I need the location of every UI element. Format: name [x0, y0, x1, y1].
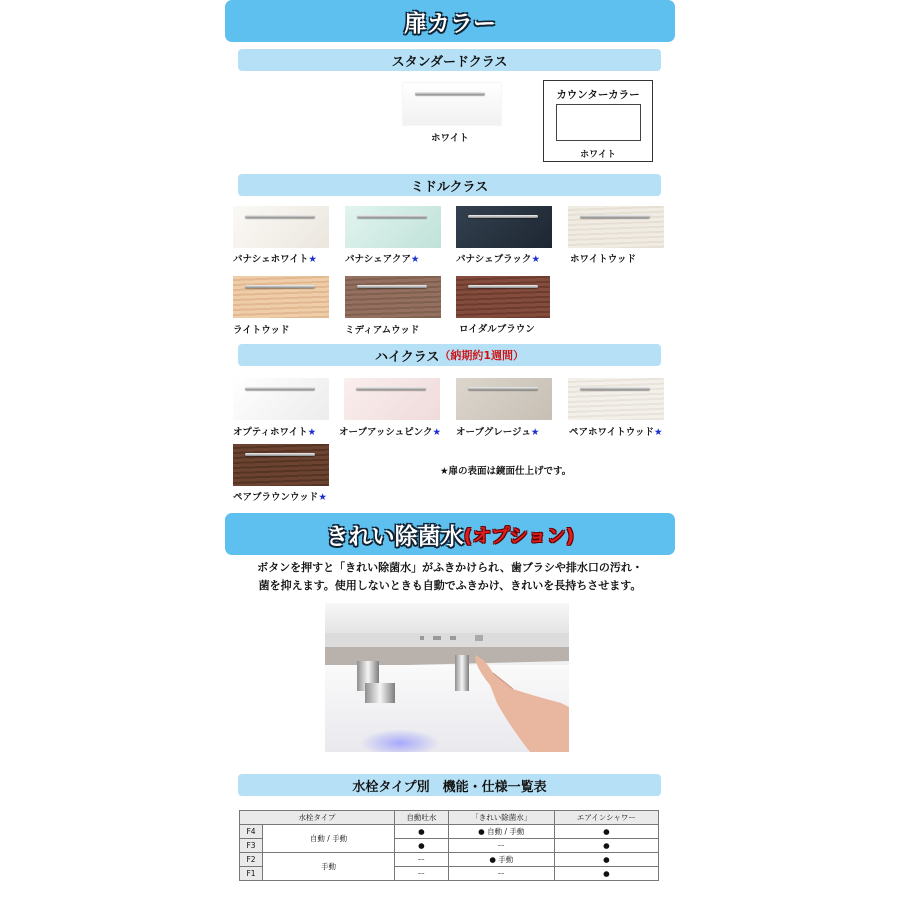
- column-header: 自動吐水: [395, 811, 449, 825]
- clean-water-banner: [225, 513, 675, 555]
- swatch-standard-white: [403, 83, 501, 125]
- air-shower-cell: ●: [554, 867, 658, 881]
- door-handle: [245, 387, 315, 390]
- operation-type: 自動 / 手動: [263, 825, 395, 853]
- swatch-label: [233, 424, 316, 438]
- clean-water-description: [225, 559, 675, 595]
- counter-color-label: ホワイト: [580, 150, 616, 160]
- spec-table-title: 水栓タイプ別 機能・仕様一覧表: [352, 779, 547, 795]
- swatch-royal-brown: [456, 276, 550, 318]
- faucet-code: F2: [240, 853, 263, 867]
- swatch-name: ミディアムウッド: [345, 325, 420, 336]
- swatch-name: ペアブラウンウッド: [233, 492, 319, 503]
- swatch-label: [345, 322, 419, 336]
- star-mark: ★: [307, 427, 317, 438]
- delivery-note: （納期約1週間）: [439, 349, 524, 362]
- middle-class-title: ミドルクラス: [410, 179, 489, 195]
- star-mark: ★: [654, 427, 663, 438]
- clean-water-cell: ● 自動 / 手動: [448, 825, 554, 839]
- auto-water-cell: ー: [395, 867, 449, 881]
- air-shower-cell: ●: [554, 839, 658, 853]
- clean-water-title: きれい除菌水: [325, 523, 464, 550]
- star-mark: ★: [410, 254, 420, 265]
- door-handle: [245, 215, 315, 218]
- swatch-label: [456, 251, 540, 265]
- swatch-label: [233, 251, 317, 265]
- door-color-title: 扉カラー: [404, 10, 496, 37]
- star-mark: ★: [530, 427, 540, 438]
- clean-water-cell: ー: [448, 867, 554, 881]
- door-handle: [468, 387, 538, 390]
- clean-water-cell: ー: [448, 839, 554, 853]
- swatch-name: ライトウッド: [233, 325, 290, 336]
- counter-color-title: カウンターカラー: [556, 89, 640, 101]
- faucet-code: F3: [240, 839, 263, 853]
- middle-class-heading: [238, 174, 661, 196]
- air-shower-cell: ●: [554, 825, 658, 839]
- mirror-finish-note: [440, 463, 571, 477]
- door-handle: [468, 215, 538, 218]
- mirror-note-text: ★扉の表面は鏡面仕上げです。: [440, 466, 572, 477]
- swatch-name: オーブアッシュピンク: [339, 427, 433, 438]
- door-handle: [580, 215, 650, 218]
- faucet-code: F1: [240, 867, 263, 881]
- door-handle: [468, 285, 538, 288]
- door-handle: [245, 453, 315, 456]
- star-mark: ★: [432, 427, 442, 438]
- swatch-label: ホワイト: [431, 133, 469, 144]
- swatch-name: ペアホワイトウッド: [569, 427, 655, 438]
- swatch-light-wood: [233, 276, 329, 318]
- operation-type: 手動: [263, 853, 395, 881]
- column-header: エアインシャワー: [554, 811, 658, 825]
- star-mark: ★: [318, 492, 327, 503]
- option-tag: (オプション): [463, 524, 575, 547]
- spec-table: [239, 810, 659, 881]
- standard-class-title: スタンダードクラス: [391, 54, 508, 70]
- door-handle: [580, 387, 650, 390]
- door-color-banner: [225, 0, 675, 42]
- spec-table-heading: [238, 774, 661, 796]
- counter-color-box: [543, 80, 653, 162]
- standard-class-heading: [238, 49, 661, 71]
- door-handle: [357, 215, 427, 218]
- description-line: ボタンを押すと「きれい除菌水」がふきかけられ、歯ブラシや排水口の汚れ・: [257, 561, 643, 574]
- swatch-name: オプティホワイト: [233, 427, 308, 438]
- table-row: [240, 825, 659, 839]
- swatch-pair-white-wood: [568, 378, 664, 420]
- table-header-row: [240, 811, 659, 825]
- table-row: [240, 853, 659, 867]
- swatch-panache-white: [233, 206, 329, 248]
- column-header: 水栓タイプ: [240, 811, 395, 825]
- swatch-label: [233, 322, 290, 336]
- clean-water-cell: ● 手動: [448, 853, 554, 867]
- swatch-white-wood: [568, 206, 664, 248]
- door-handle: [356, 387, 426, 390]
- column-header: 「きれい除菌水」: [448, 811, 554, 825]
- swatch-label: [569, 424, 663, 438]
- swatch-label: [456, 424, 539, 438]
- swatch-name: パナシェホワイト: [233, 254, 309, 265]
- swatch-label: [339, 424, 441, 438]
- high-class-heading: [238, 344, 661, 366]
- faucet-illustration: [325, 603, 569, 752]
- air-shower-cell: ●: [554, 853, 658, 867]
- star-mark: ★: [531, 254, 540, 265]
- swatch-label: [570, 251, 636, 265]
- faucet-photo: [325, 603, 569, 752]
- swatch-medium-wood: [345, 276, 441, 318]
- auto-water-cell: ●: [395, 825, 449, 839]
- swatch-opti-white: [233, 378, 329, 420]
- counter-color-sample: [556, 104, 641, 141]
- swatch-name: ホワイトウッド: [570, 254, 637, 265]
- swatch-name: パナシェアクア: [345, 254, 411, 265]
- description-line: 菌を抑えます。使用しないときも自動でふきかけ、きれいを長持ちさせます。: [258, 579, 642, 592]
- swatch-label: [233, 489, 327, 503]
- swatch-label: [459, 321, 535, 335]
- auto-water-cell: ●: [395, 839, 449, 853]
- swatch-panache-black: [456, 206, 552, 248]
- faucet-code: F4: [240, 825, 263, 839]
- high-class-title: ハイクラス: [374, 349, 440, 365]
- star-mark: ★: [308, 254, 317, 265]
- swatch-name: オーブグレージュ: [456, 427, 531, 438]
- swatch-orb-ash-pink: [344, 378, 440, 420]
- swatch-name: パナシェブラック: [456, 254, 532, 265]
- door-handle: [357, 285, 427, 288]
- swatch-orb-greige: [456, 378, 552, 420]
- auto-water-cell: ー: [395, 853, 449, 867]
- swatch-label: [345, 251, 419, 265]
- swatch-name: ロイダルブラウン: [459, 324, 535, 335]
- swatch-panache-aqua: [345, 206, 441, 248]
- swatch-pair-brown-wood: [233, 444, 329, 486]
- door-handle: [415, 92, 485, 95]
- door-handle: [245, 285, 315, 288]
